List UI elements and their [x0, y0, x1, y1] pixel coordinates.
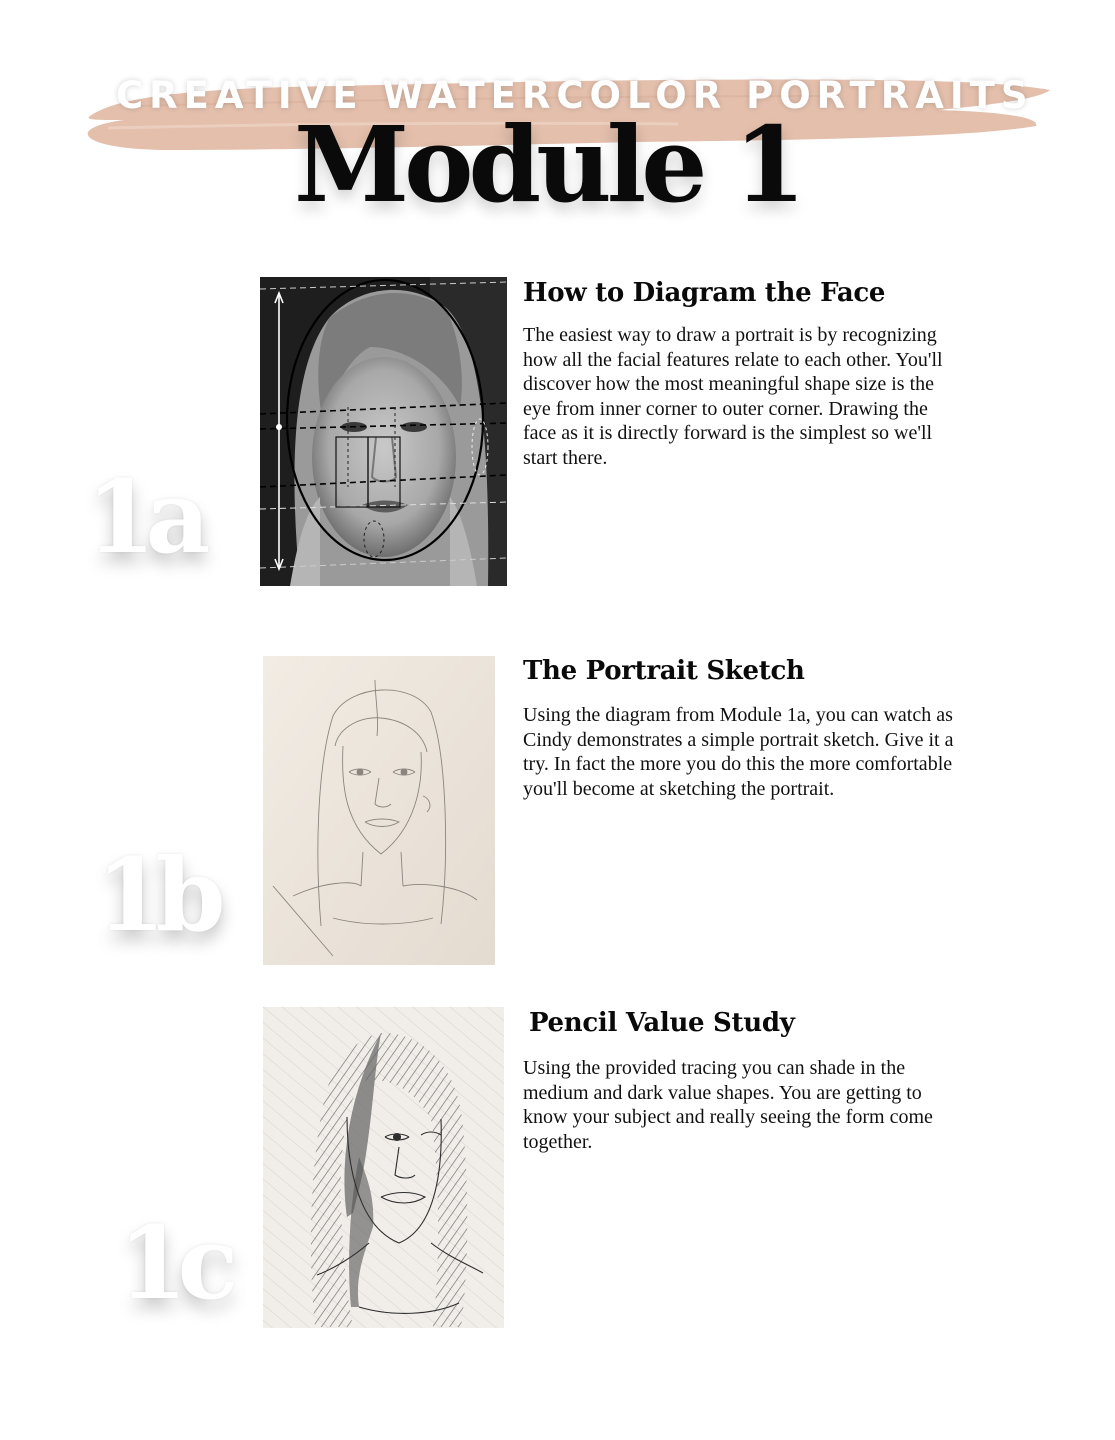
section-title: The Portrait Sketch — [523, 656, 805, 686]
section-title: Pencil Value Study — [529, 1008, 795, 1038]
section-title: How to Diagram the Face — [523, 278, 886, 308]
face-diagram-photo — [260, 277, 507, 586]
section-body: The easiest way to draw a portrait is by recognizing how all the facial features relate to each other. You'll discover how the most meaningful shape size is the eye from inner corner to outer corner. Drawing the face as it is directly forward is the simplest so we'll start there. — [523, 324, 943, 469]
module-title: Module 1 — [293, 103, 802, 226]
section-number: 1b — [96, 836, 216, 954]
section-number: 1c — [118, 1204, 229, 1322]
section-number: 1a — [86, 458, 201, 576]
pencil-portrait-sketch — [263, 656, 495, 965]
section-body: Using the provided tracing you can shade in the medium and dark value shapes. You are getting to know your subject and really seeing the form come together. — [523, 1057, 933, 1153]
section-body: Using the diagram from Module 1a, you can watch as Cindy demonstrates a simple portrait sketch. Give it a try. In fact the more you do this the more comfortable you'll become at sketching the portrait. — [523, 704, 954, 800]
pencil-value-study — [263, 1007, 504, 1328]
course-title: CREATIVE WATERCOLOR PORTRAITS — [116, 74, 1034, 117]
